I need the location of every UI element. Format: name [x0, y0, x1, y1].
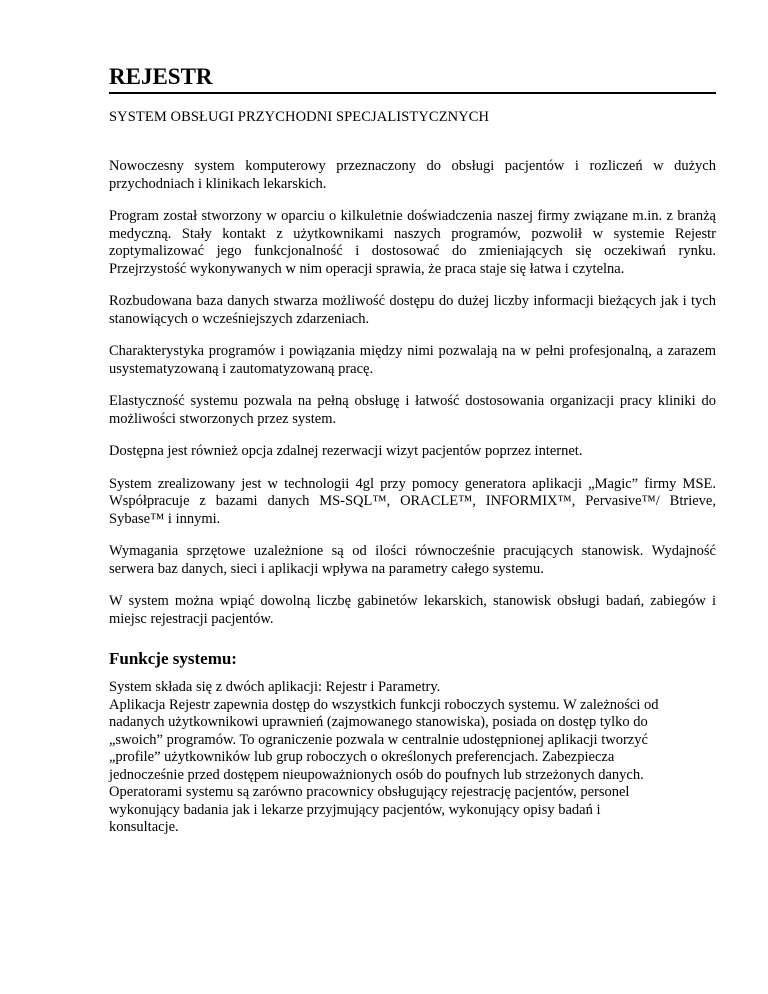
- document-page: [109, 0, 716, 837]
- section-line: „profile” użytkowników lub grup roboczych o określonych preferencjach. Zabezpiecza: [109, 749, 615, 765]
- paragraph: System zrealizowany jest w technologii 4gl przy pomocy generatora aplikacji „Magic” firmy MSE. Współpracuje z bazami danych MS-SQL™, ORACLE™, INFORMIX™, Pervasive™/ Btrieve, Sybase™ i innymi.: [109, 475, 716, 527]
- section-line: Operatorami systemu są zarówno pracownicy obsługujący rejestrację pacjentów, personel: [109, 784, 630, 800]
- paragraph: Dostępna jest również opcja zdalnej rezerwacji wizyt pacjentów poprzez internet.: [109, 443, 583, 459]
- paragraph: Rozbudowana baza danych stwarza możliwość dostępu do dużej liczby informacji bieżących jak i tych stanowiących o wcześniejszych zdarzeniach.: [109, 293, 716, 327]
- paragraph: Charakterystyka programów i powiązania między nimi pozwalają na w pełni profesjonalną, a zarazem usystematyzowaną i zautomatyzowaną pracę.: [109, 343, 716, 377]
- intro-section: [109, 158, 716, 628]
- paragraph: Program został stworzony w oparciu o kilkuletnie doświadczenia naszej firmy związane m.in. z branżą medyczną. Stały kontakt z użytkownikami naszych programów, pozwolił w systemie Rejestr zoptymalizować jego funkcjonalność i dostosować do zmieniających się oczekiwań rynku. Przejrzystość wykonywanych w nim operacji sprawia, że praca staje się łatwa i czytelna.: [109, 208, 716, 277]
- paragraph: Nowoczesny system komputerowy przeznaczony do obsługi pacjentów i rozliczeń w dużych przychodniach i klinikach lekarskich.: [109, 158, 716, 192]
- document-title: REJESTR: [109, 0, 716, 94]
- section-line: wykonujący badania jak i lekarze przyjmujący pacjentów, wykonujący opisy badań i: [109, 801, 601, 818]
- section-line: nadanych użytkownikowi uprawnień (zajmowanego stanowiska), posiada on dostęp tylko do: [109, 714, 648, 730]
- document-subtitle: SYSTEM OBSŁUGI PRZYCHODNI SPECJALISTYCZNYCH: [109, 109, 490, 125]
- section-body: [109, 679, 716, 837]
- section-line: konsultacje.: [109, 819, 179, 835]
- section-line: „swoich” programów. To ograniczenie pozwala w centralnie udostępnionej aplikacji tworzyć: [109, 731, 648, 748]
- paragraph: Wymagania sprzętowe uzależnione są od ilości równocześnie pracujących stanowisk. Wydajność serwera baz danych, sieci i aplikacji wpływa na parametry całego systemu.: [109, 543, 716, 577]
- paragraph: W system można wpiąć dowolną liczbę gabinetów lekarskich, stanowisk obsługi badań, zabiegów i miejsc rejestracji pacjentów.: [109, 593, 716, 627]
- paragraph: Elastyczność systemu pozwala na pełną obsługę i łatwość dostosowania organizacji pracy kliniki do możliwości stworzonych przez system.: [109, 393, 716, 427]
- section-line: jednocześnie przed dostępem nieupoważnionych osób do poufnych lub strzeżonych danych.: [109, 766, 644, 783]
- section-line: Aplikacja Rejestr zapewnia dostęp do wszystkich funkcji roboczych systemu. W zależności od: [109, 696, 659, 713]
- section-heading: Funkcje systemu:: [109, 649, 237, 668]
- section-line: System składa się z dwóch aplikacji: Rejestr i Parametry.: [109, 679, 441, 695]
